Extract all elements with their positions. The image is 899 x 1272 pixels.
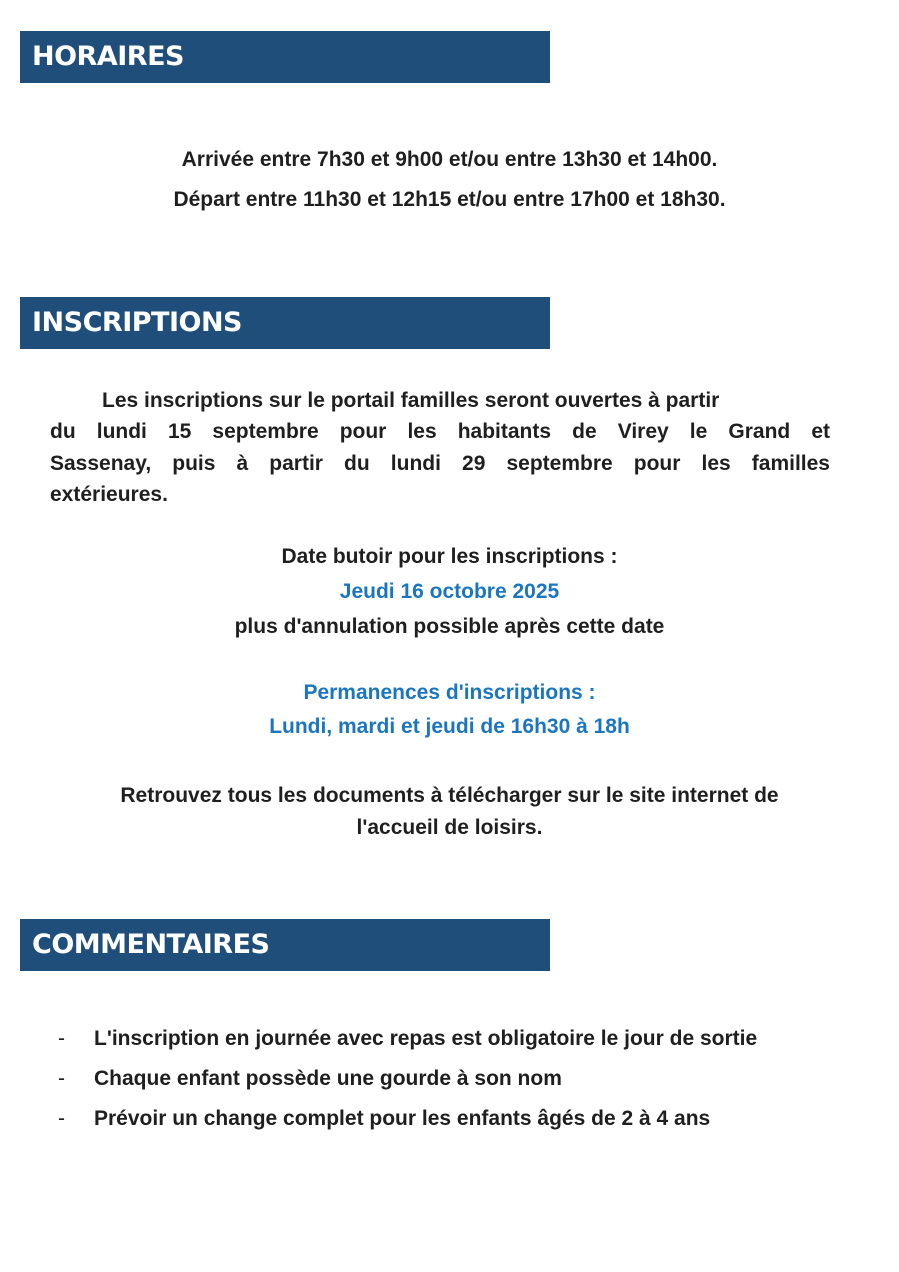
list-item-text: Chaque enfant possède une gourde à son nom <box>94 1067 562 1090</box>
horaires-departure-line: Départ entre 11h30 et 12h15 et/ou entre 17h00 et 18h30. <box>173 188 726 211</box>
list-dash: - <box>58 1027 65 1050</box>
section-title-inscriptions: INSCRIPTIONS <box>20 297 550 349</box>
list-dash: - <box>58 1067 65 1090</box>
section-title-horaires: HORAIRES <box>20 31 550 83</box>
inscriptions-line-4: extérieures. <box>50 483 168 506</box>
horaires-arrival-line: Arrivée entre 7h30 et 9h00 et/ou entre 13h30 et 14h00. <box>181 148 718 171</box>
list-item <box>58 1027 757 1051</box>
list-item <box>58 1107 710 1131</box>
inscriptions-line-2: du lundi 15 septembre pour les habitants de Virey le Grand et <box>50 420 830 443</box>
list-dash: - <box>58 1107 65 1130</box>
list-item <box>58 1067 562 1091</box>
documents-line-2: l'accueil de loisirs. <box>356 816 543 839</box>
permanences-times: Lundi, mardi et jeudi de 16h30 à 18h <box>269 715 630 738</box>
permanences-label: Permanences d'inscriptions : <box>303 681 596 704</box>
list-item-text: L'inscription en journée avec repas est obligatoire le jour de sortie <box>94 1027 758 1050</box>
deadline-date: Jeudi 16 octobre 2025 <box>339 580 560 603</box>
section-title-commentaires: COMMENTAIRES <box>20 919 550 971</box>
deadline-note: plus d'annulation possible après cette date <box>234 615 665 638</box>
list-item-text: Prévoir un change complet pour les enfants âgés de 2 à 4 ans <box>94 1107 711 1130</box>
deadline-label: Date butoir pour les inscriptions : <box>281 545 618 568</box>
inscriptions-line-3: Sassenay, puis à partir du lundi 29 septembre pour les familles <box>50 452 830 475</box>
documents-line-1: Retrouvez tous les documents à télécharger sur le site internet de <box>120 784 779 807</box>
inscriptions-line-1: Les inscriptions sur le portail familles seront ouvertes à partir <box>102 389 720 412</box>
